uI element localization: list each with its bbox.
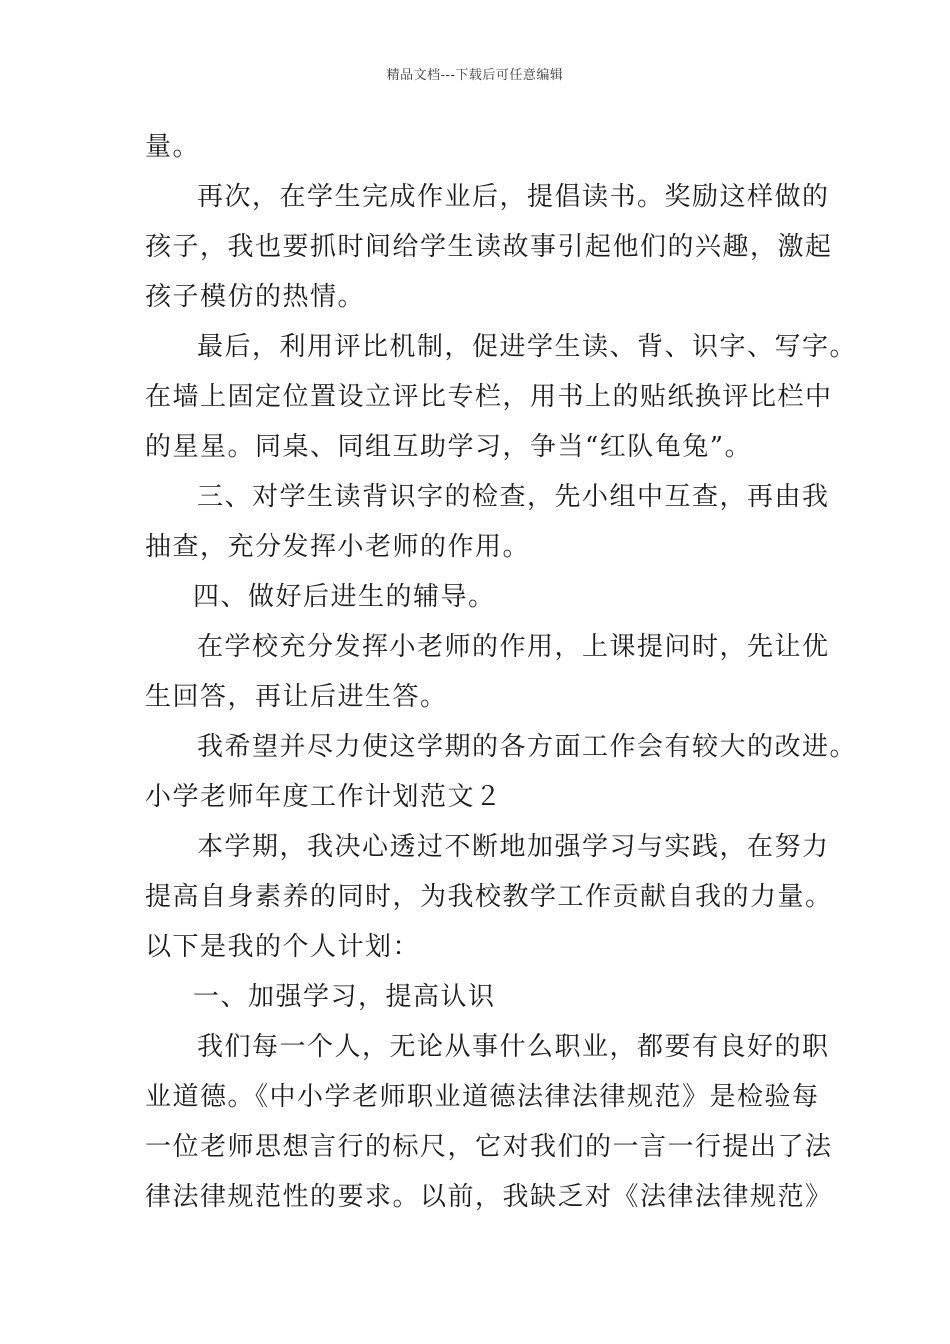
text-line: 律法律规范性的要求。以前，我缺乏对《法律法律规范》 [145,1182,833,1212]
text-line: 我们每一个人，无论从事什么职业，都要有良好的职 [197,1032,830,1062]
section-title: 小学老师年度工作计划范文２ [145,782,503,812]
text-line: 提高自身素养的同时，为我校教学工作贡献自我的力量。 [145,882,833,912]
text-line: 我希望并尽力使这学期的各方面工作会有较大的改进。 [197,732,858,762]
text-line: 以下是我的个人计划： [145,932,421,962]
text-line: 量。 [145,132,201,162]
text-line: 三、对学生读背识字的检查，先小组中互查，再由我 [197,482,830,512]
text-line: 四、做好后进生的辅导。 [193,582,496,612]
text-line: 孩子模仿的热情。 [145,282,366,312]
page-header: 精品文档---下载后可任意编辑 [386,68,564,83]
text-line: 业道德。《中小学老师职业道德法律法律规范》是检验每 [145,1082,820,1112]
text-line: 本学期，我决心透过不断地加强学习与实践，在努力 [197,832,830,862]
text-line: 抽查，充分发挥小老师的作用。 [145,532,531,562]
text-line: 再次，在学生完成作业后，提倡读书。奖励这样做的 [197,182,830,212]
text-line: 最后，利用评比机制，促进学生读、背、识字、写字。 [197,332,858,362]
text-line: 生回答，再让后进生答。 [145,682,448,712]
text-line: 一位老师思想言行的标尺，它对我们的一言一行提出了法 [145,1132,833,1162]
text-line: 的星星。同桌、同组互助学习，争当“红队龟兔”。 [145,432,753,462]
text-line: 一、加强学习，提高认识 [193,982,496,1012]
text-line: 在墙上固定位置设立评比专栏，用书上的贴纸换评比栏中 [145,382,833,412]
text-line: 在学校充分发挥小老师的作用，上课提问时，先让优 [197,632,830,662]
text-line: 孩子，我也要抓时间给学生读故事引起他们的兴趣，激起 [145,232,833,262]
